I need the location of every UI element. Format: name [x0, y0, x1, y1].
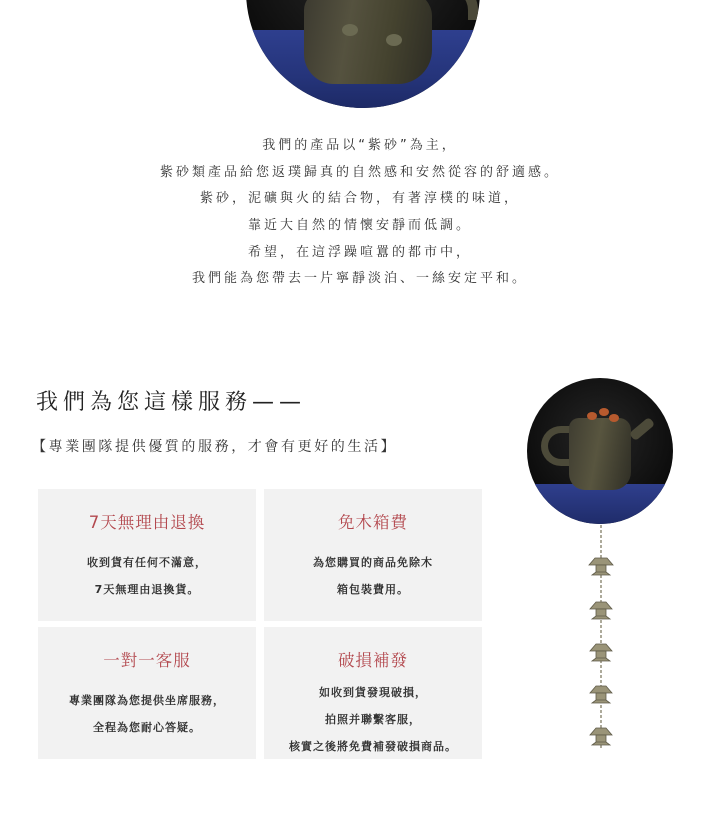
service-card-support — [38, 627, 256, 759]
service-card-damage — [264, 627, 482, 759]
plum-flower — [609, 414, 619, 422]
card-line: 為您購買的商品免除木 — [313, 556, 433, 569]
plum-flower — [599, 408, 609, 416]
intro-line: 我們能為您帶去一片寧靜淡泊、一絲安定平和。 — [191, 271, 528, 287]
card-title: 一對一客服 — [103, 651, 191, 670]
intro-line: 希望，在這浮躁喧囂的都市中， — [247, 244, 472, 260]
card-line: 專業團隊為您提供坐席服務， — [69, 694, 225, 707]
pagoda-chain-ornament — [576, 525, 626, 755]
wood-knot — [386, 34, 402, 46]
service-card-free-box — [264, 489, 482, 621]
teapot-photo-side — [527, 378, 673, 524]
intro-paragraph — [0, 133, 720, 293]
intro-line: 靠近大自然的情懷安靜而低調。 — [247, 218, 472, 234]
intro-line: 我們的產品以“紫砂”為主， — [262, 138, 458, 153]
blue-cloth — [527, 484, 673, 524]
teapot-body — [569, 418, 631, 490]
service-card-return — [38, 489, 256, 621]
card-line: 箱包裝費用。 — [337, 583, 409, 596]
intro-line: 紫砂，泥礦與火的結合物，有著淳樸的味道， — [199, 191, 520, 207]
teapot-body — [304, 0, 432, 84]
card-line: 如收到貨發現破損， — [319, 686, 427, 699]
teapot-spout — [629, 417, 655, 441]
pagoda-chain-icon — [576, 525, 626, 755]
plum-flower — [587, 412, 597, 420]
card-title: 破損補發 — [338, 651, 408, 670]
card-line: 全程為您耐心答疑。 — [93, 721, 201, 734]
wood-knot — [342, 24, 358, 36]
card-line: 7天無理由退換貨。 — [94, 583, 200, 596]
card-body — [38, 687, 256, 741]
services-subtitle: 【專業團隊提供優質的服務，才會有更好的生活】 — [32, 439, 398, 455]
card-line: 核實之後將免費補發破損商品。 — [289, 740, 457, 753]
card-body — [264, 549, 482, 603]
card-line: 拍照并聯繫客服， — [325, 713, 421, 726]
card-title: 7天無理由退換 — [88, 513, 206, 532]
card-body — [38, 549, 256, 603]
card-line: 收到貨有任何不滿意， — [87, 556, 207, 569]
teapot-photo-top — [246, 0, 480, 108]
card-title: 免木箱費 — [338, 513, 408, 532]
services-title: 我們為您這樣服務—— — [36, 390, 307, 415]
card-body — [264, 679, 482, 760]
intro-line: 紫砂類產品給您返璞歸真的自然感和安然從容的舒適感。 — [159, 164, 560, 180]
